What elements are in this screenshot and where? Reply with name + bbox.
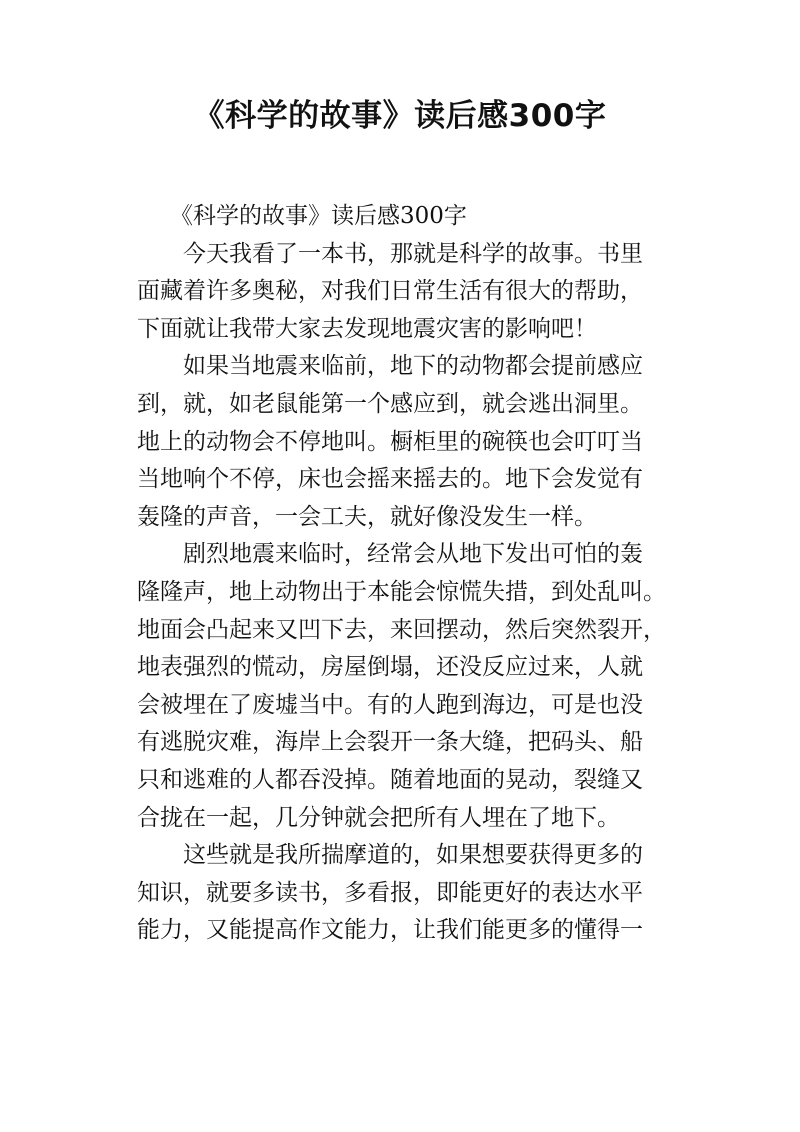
- document-subtitle: 《科学的故事》读后感300字: [170, 203, 467, 229]
- paragraph-4-line: 知识，就要多读书，多看报，即能更好的表达水平: [137, 879, 643, 906]
- document-title: 《科学的故事》读后感300字: [193, 98, 607, 134]
- paragraph-2-line: 当地响个不停，床也会摇来摇去的。地下会发觉有: [137, 466, 643, 493]
- paragraph-3-line: 会被埋在了废墟当中。有的人跑到海边，可是也没: [137, 691, 643, 718]
- paragraph-3-line: 有逃脱灾难，海岸上会裂开一条大缝，把码头、船: [137, 729, 643, 756]
- paragraph-2-line: 到，就，如老鼠能第一个感应到，就会逃出洞里。: [137, 390, 643, 417]
- paragraph-3-line: 隆隆声，地上动物出于本能会惊慌失措，到处乱叫。: [137, 578, 666, 605]
- paragraph-4-line: 这些就是我所揣摩道的，如果想要获得更多的: [183, 842, 643, 869]
- document-body: [137, 198, 667, 950]
- paragraph-3-line: 地表强烈的慌动，房屋倒塌，还没反应过来，人就: [137, 654, 643, 681]
- paragraph-3-line: 只和逃难的人都吞没掉。随着地面的晃动，裂缝又: [137, 766, 643, 793]
- paragraph-1-line: 下面就让我带大家去发现地震灾害的影响吧！: [137, 315, 597, 342]
- paragraph-1-line: 面藏着许多奥秘，对我们日常生活有很大的帮助，: [137, 278, 643, 305]
- paragraph-1-line: 今天我看了一本书，那就是科学的故事。书里: [183, 240, 643, 267]
- paragraph-3-line: 合拢在一起，几分钟就会把所有人埋在了地下。: [137, 804, 620, 831]
- paragraph-4-line: 能力，又能提高作文能力，让我们能更多的懂得一: [137, 917, 643, 944]
- paragraph-3-line: 地面会凸起来又凹下去，来回摆动，然后突然裂开，: [137, 616, 666, 643]
- paragraph-2-line: 地上的动物会不停地叫。橱柜里的碗筷也会叮叮当: [137, 428, 643, 455]
- paragraph-3-line: 剧烈地震来临时，经常会从地下发出可怕的轰: [183, 541, 643, 568]
- paragraph-2-line: 如果当地震来临前，地下的动物都会提前感应: [183, 353, 643, 380]
- paragraph-2-line: 轰隆的声音，一会工夫，就好像没发生一样。: [137, 503, 597, 530]
